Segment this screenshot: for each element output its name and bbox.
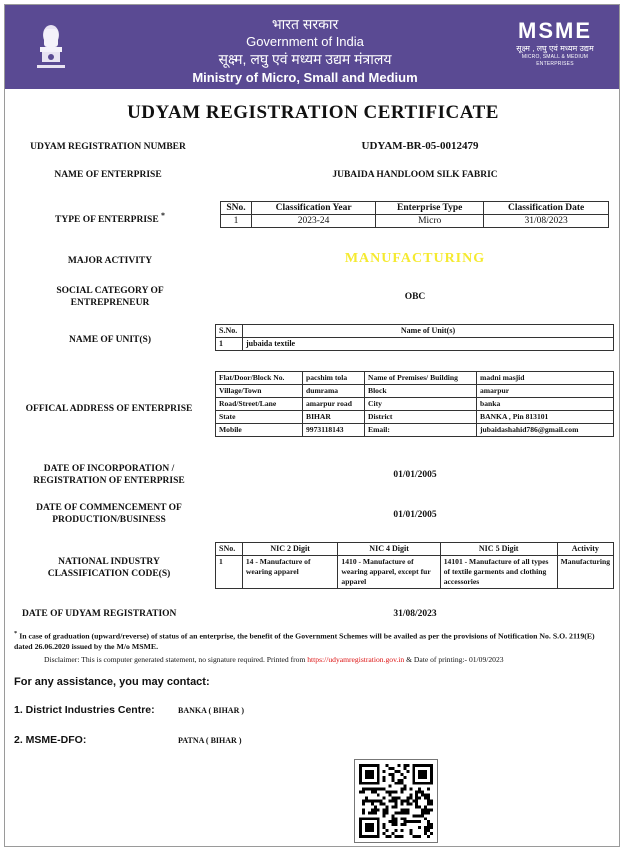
- table-cell: Road/Street/Lane: [216, 398, 303, 411]
- table-cell: District: [365, 411, 477, 424]
- table-cell: City: [365, 398, 477, 411]
- table-header-row: [216, 325, 614, 338]
- table-header: Classification Year: [252, 202, 376, 215]
- table-cell: 1: [216, 338, 243, 351]
- incorporation-label: [14, 463, 204, 487]
- table-cell: Block: [365, 385, 477, 398]
- nic-table: [215, 542, 614, 589]
- table-cell: 9973118143: [303, 424, 365, 437]
- table-cell: Manufacturing: [557, 556, 613, 589]
- table-cell: Village/Town: [216, 385, 303, 398]
- contact-dfo-name: 2. MSME-DFO:: [14, 734, 87, 746]
- enterprise-name-label: NAME OF ENTERPRISE: [54, 170, 162, 180]
- table-header: NIC 4 Digit: [338, 543, 440, 556]
- enterprise-type-star: *: [161, 211, 165, 220]
- table-cell: madni masjid: [477, 372, 614, 385]
- qr-code-icon: [359, 764, 433, 838]
- nic-label-2: CLASSIFICATION CODE(S): [47, 569, 171, 579]
- commencement-label-1: DATE OF COMMENCEMENT OF: [36, 503, 182, 513]
- govt-text: Government of India: [246, 34, 364, 49]
- msme-logo-sub: MICRO, SMALL & MEDIUM ENTERPRISES: [521, 54, 589, 67]
- reg-number-value: UDYAM-BR-05-0012479: [361, 140, 479, 152]
- disclaimer-suffix: & Date of printing:- 01/09/2023: [404, 655, 504, 664]
- table-row: [216, 338, 614, 351]
- commencement-label: [14, 502, 204, 526]
- table-header-row: [216, 543, 614, 556]
- udyam-date-value: 31/08/2023: [393, 609, 437, 619]
- qr-code: [354, 759, 438, 843]
- table-header: Enterprise Type: [376, 202, 484, 215]
- table-cell: BANKA , Pin 813101: [477, 411, 614, 424]
- table-header: S.No.: [216, 325, 243, 338]
- table-header: SNo.: [216, 543, 243, 556]
- msme-logo-text: MSME: [518, 18, 592, 43]
- table-row: [216, 556, 614, 589]
- table-row: [216, 424, 614, 437]
- table-cell: Name of Premises/ Building: [365, 372, 477, 385]
- udyam-link[interactable]: https://udyamregistration.gov.in: [307, 655, 405, 664]
- graduation-note: [14, 629, 614, 652]
- social-category-label-1: SOCIAL CATEGORY OF: [56, 286, 164, 296]
- assistance-heading: For any assistance, you may contact:: [14, 676, 210, 688]
- table-cell: 1410 - Manufacture of wearing apparel, except fur apparel: [338, 556, 440, 589]
- header-text: [155, 15, 455, 105]
- contact-dic-value: BANKA ( BIHAR ): [178, 706, 245, 715]
- social-category-value: OBC: [404, 292, 426, 302]
- table-cell: 31/08/2023: [484, 215, 609, 228]
- hindi-ministry-text: सूक्ष्म, लघु एवं मध्यम उद्यम मंत्रालय: [218, 51, 392, 67]
- nic-label: [14, 556, 204, 580]
- table-row: [221, 215, 609, 228]
- table-header: NIC 2 Digit: [242, 543, 338, 556]
- table-cell: 14 - Manufacture of wearing apparel: [242, 556, 338, 589]
- table-cell: Email:: [365, 424, 477, 437]
- table-header: Activity: [557, 543, 613, 556]
- msme-logo-hindi: सूक्ष्म , लघु एवं मध्यम उद्यम: [516, 44, 594, 53]
- table-header: SNo.: [221, 202, 252, 215]
- note-text: In case of graduation (upward/reverse) of status of an enterprise, the benefit of the Government Schemes will be availed as per the provisions of Notification No. S.O. 2119(E) dated 26.06.2020 issued by the M/o MSME.: [14, 631, 595, 651]
- incorporation-label-1: DATE OF INCORPORATION /: [43, 464, 175, 474]
- units-label: NAME OF UNIT(S): [69, 335, 151, 345]
- table-cell: State: [216, 411, 303, 424]
- table-header: Name of Unit(s): [243, 325, 614, 338]
- table-cell: Micro: [376, 215, 484, 228]
- social-category-label-2: ENTREPRENEUR: [70, 298, 150, 308]
- contact-dfo-value: PATNA ( BIHAR ): [178, 736, 242, 745]
- commencement-label-2: PRODUCTION/BUSINESS: [52, 515, 166, 525]
- social-category-label: [30, 285, 190, 309]
- address-label: OFFICAL ADDRESS OF ENTERPRISE: [25, 404, 193, 414]
- table-cell: amarpur road: [303, 398, 365, 411]
- table-cell: banka: [477, 398, 614, 411]
- table-cell: Flat/Door/Block No.: [216, 372, 303, 385]
- address-table: [215, 371, 614, 437]
- table-cell: 1: [221, 215, 252, 228]
- commencement-value: 01/01/2005: [393, 510, 437, 520]
- incorporation-label-2: REGISTRATION OF ENTERPRISE: [33, 476, 185, 486]
- table-cell: pacshim tola: [303, 372, 365, 385]
- major-activity-value: MANUFACTURING: [344, 251, 486, 266]
- incorporation-value: 01/01/2005: [393, 470, 437, 480]
- national-emblem-icon: [33, 21, 69, 79]
- note-star: *: [14, 630, 18, 637]
- nic-label-1: NATIONAL INDUSTRY: [58, 557, 160, 567]
- table-header-row: [221, 202, 609, 215]
- reg-number-label: UDYAM REGISTRATION NUMBER: [30, 142, 186, 152]
- disclaimer: [44, 655, 624, 665]
- table-cell: jubaidashahid786@gmail.com: [477, 424, 614, 437]
- table-cell: amarpur: [477, 385, 614, 398]
- contact-dic-name: 1. District Industries Centre:: [14, 704, 155, 716]
- table-cell: Mobile: [216, 424, 303, 437]
- table-row: [216, 398, 614, 411]
- ministry-text: Ministry of Micro, Small and Medium Enterprises: [192, 70, 418, 103]
- enterprise-type-label: [30, 210, 190, 226]
- hindi-govt-text: भारत सरकार: [271, 16, 339, 32]
- enterprise-name-value: JUBAIDA HANDLOOM SILK FABRIC: [332, 170, 498, 180]
- table-cell: jubaida textile: [243, 338, 614, 351]
- table-row: [216, 385, 614, 398]
- table-header: Classification Date: [484, 202, 609, 215]
- table-header: NIC 5 Digit: [440, 543, 557, 556]
- table-cell: 1: [216, 556, 243, 589]
- table-cell: BIHAR: [303, 411, 365, 424]
- enterprise-type-label-text: TYPE OF ENTERPRISE: [55, 215, 159, 226]
- table-row: [216, 411, 614, 424]
- units-table: [215, 324, 614, 351]
- disclaimer-prefix: Disclaimer: This is computer generated statement, no signature required. Printed from: [44, 655, 308, 664]
- major-activity-label: MAJOR ACTIVITY: [67, 256, 153, 266]
- table-cell: 2023-24: [252, 215, 376, 228]
- table-cell: dumrama: [303, 385, 365, 398]
- table-row: [216, 372, 614, 385]
- msme-logo: [505, 19, 605, 68]
- header-banner: [5, 5, 619, 103]
- udyam-date-label: DATE OF UDYAM REGISTRATION: [22, 609, 177, 619]
- table-cell: 14101 - Manufacture of all types of textile garments and clothing accessories: [440, 556, 557, 589]
- enterprise-type-table: [220, 201, 609, 228]
- certificate-title: UDYAM REGISTRATION CERTIFICATE: [127, 102, 499, 123]
